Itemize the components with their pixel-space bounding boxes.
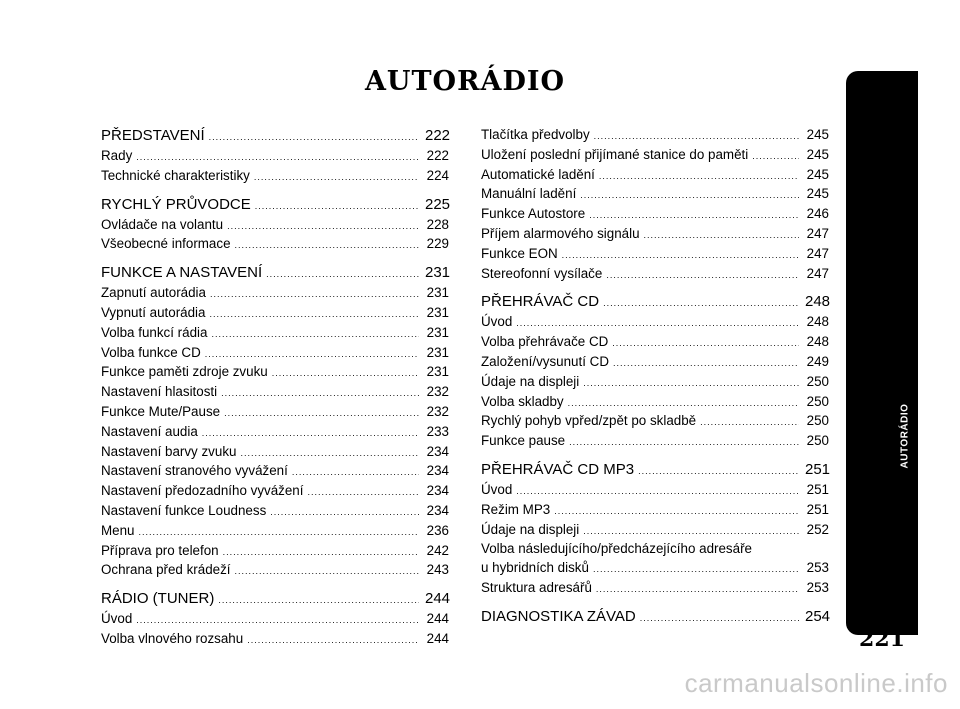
toc-entry[interactable]: Funkce EON ..... 247 xyxy=(481,245,829,265)
toc-section xyxy=(101,263,449,581)
chapter-side-tab xyxy=(846,71,918,635)
toc-section xyxy=(101,589,449,650)
toc-entry[interactable]: Rady ..... 222 xyxy=(101,147,449,167)
toc-entry[interactable]: Nastavení předozadního vyvážení ..... 234 xyxy=(101,482,449,502)
toc-heading[interactable]: RYCHLÝ PRŮVODCE ..... 225 xyxy=(101,195,449,216)
toc-entry[interactable]: Režim MP3 ..... 251 xyxy=(481,501,829,521)
toc-entry[interactable]: Uložení poslední přijímané stanice do paměti ..... 245 xyxy=(481,146,829,166)
toc-entry[interactable]: Založení/vysunutí CD ..... 249 xyxy=(481,353,829,373)
toc-entry[interactable]: Funkce Mute/Pause ..... 232 xyxy=(101,403,449,423)
toc-heading[interactable]: PŘEDSTAVENÍ ..... 222 xyxy=(101,126,449,147)
toc-entry[interactable]: Nastavení stranového vyvážení ..... 234 xyxy=(101,462,449,482)
toc-entry[interactable]: Volba přehrávače CD ..... 248 xyxy=(481,333,829,353)
toc-section xyxy=(481,126,829,284)
toc-entry[interactable]: Volba funkcí rádia ..... 231 xyxy=(101,324,449,344)
toc-entry[interactable]: Technické charakteristiky ..... 224 xyxy=(101,167,449,187)
toc-entry[interactable]: Ovládače na volantu ..... 228 xyxy=(101,216,449,236)
toc-entry[interactable]: Nastavení audia ..... 233 xyxy=(101,423,449,443)
watermark: carmanualsonline.info xyxy=(684,668,948,698)
page-number: 221 xyxy=(859,626,905,652)
toc-entry[interactable]: Volba skladby ..... 250 xyxy=(481,393,829,413)
toc-entry[interactable]: Tlačítka předvolby ..... 245 xyxy=(481,126,829,146)
toc-left-column xyxy=(101,126,449,658)
toc-entry[interactable]: Příjem alarmového signálu ..... 247 xyxy=(481,225,829,245)
toc-entry[interactable]: Nastavení barvy zvuku ..... 234 xyxy=(101,443,449,463)
toc-entry[interactable]: Volba vlnového rozsahu ..... 244 xyxy=(101,630,449,650)
toc-entry[interactable]: Vypnutí autorádia ..... 231 xyxy=(101,304,449,324)
toc-entry[interactable]: Údaje na displeji ..... 250 xyxy=(481,373,829,393)
toc-entry[interactable]: Nastavení funkce Loudness ..... 234 xyxy=(101,502,449,522)
chapter-side-tab-label: AUTORÁDIO xyxy=(899,403,911,469)
toc-entry[interactable]: Struktura adresářů ..... 253 xyxy=(481,579,829,599)
toc-entry-multiline[interactable]: Volba následujícího/předcházejícího adresáře u hybridních disků ..... 253 xyxy=(481,540,829,579)
toc-heading[interactable]: PŘEHRÁVAČ CD MP3 ..... 251 xyxy=(481,460,829,481)
toc-entry[interactable]: Příprava pro telefon ..... 242 xyxy=(101,542,449,562)
toc-entry[interactable]: Automatické ladění ..... 245 xyxy=(481,166,829,186)
toc-entry[interactable]: Funkce Autostore ..... 246 xyxy=(481,205,829,225)
toc-entry[interactable]: Rychlý pohyb vpřed/zpět po skladbě ..... 250 xyxy=(481,412,829,432)
toc-entry[interactable]: Funkce pause ..... 250 xyxy=(481,432,829,452)
toc-section xyxy=(101,126,449,187)
toc-entry[interactable]: Ochrana před krádeží ..... 243 xyxy=(101,561,449,581)
toc-entry[interactable]: Úvod ..... 248 xyxy=(481,313,829,333)
toc-entry[interactable]: Funkce paměti zdroje zvuku ..... 231 xyxy=(101,363,449,383)
toc-heading[interactable]: RÁDIO (TUNER) ..... 244 xyxy=(101,589,449,610)
toc-section xyxy=(101,195,449,256)
toc-entry[interactable]: Volba funkce CD ..... 231 xyxy=(101,344,449,364)
toc-entry[interactable]: Manuální ladění ..... 245 xyxy=(481,185,829,205)
toc-right-column xyxy=(481,126,829,636)
toc-heading[interactable]: DIAGNOSTIKA ZÁVAD ..... 254 xyxy=(481,607,829,628)
toc-entry[interactable]: Všeobecné informace ..... 229 xyxy=(101,235,449,255)
toc-entry[interactable]: Úvod ..... 251 xyxy=(481,481,829,501)
toc-section xyxy=(481,292,829,452)
toc-entry[interactable]: Menu ..... 236 xyxy=(101,522,449,542)
toc-entry[interactable]: Nastavení hlasitosti ..... 232 xyxy=(101,383,449,403)
toc-entry[interactable]: Stereofonní vysílače ..... 247 xyxy=(481,265,829,285)
toc-heading[interactable]: PŘEHRÁVAČ CD ..... 248 xyxy=(481,292,829,313)
toc-entry[interactable]: Úvod ..... 244 xyxy=(101,610,449,630)
toc-section xyxy=(481,607,829,628)
toc-heading[interactable]: FUNKCE A NASTAVENÍ ..... 231 xyxy=(101,263,449,284)
page-title: AUTORÁDIO xyxy=(364,66,566,97)
toc-entry[interactable]: Zapnutí autorádia ..... 231 xyxy=(101,284,449,304)
toc-section xyxy=(481,460,829,599)
toc-entry[interactable]: Údaje na displeji ..... 252 xyxy=(481,521,829,541)
